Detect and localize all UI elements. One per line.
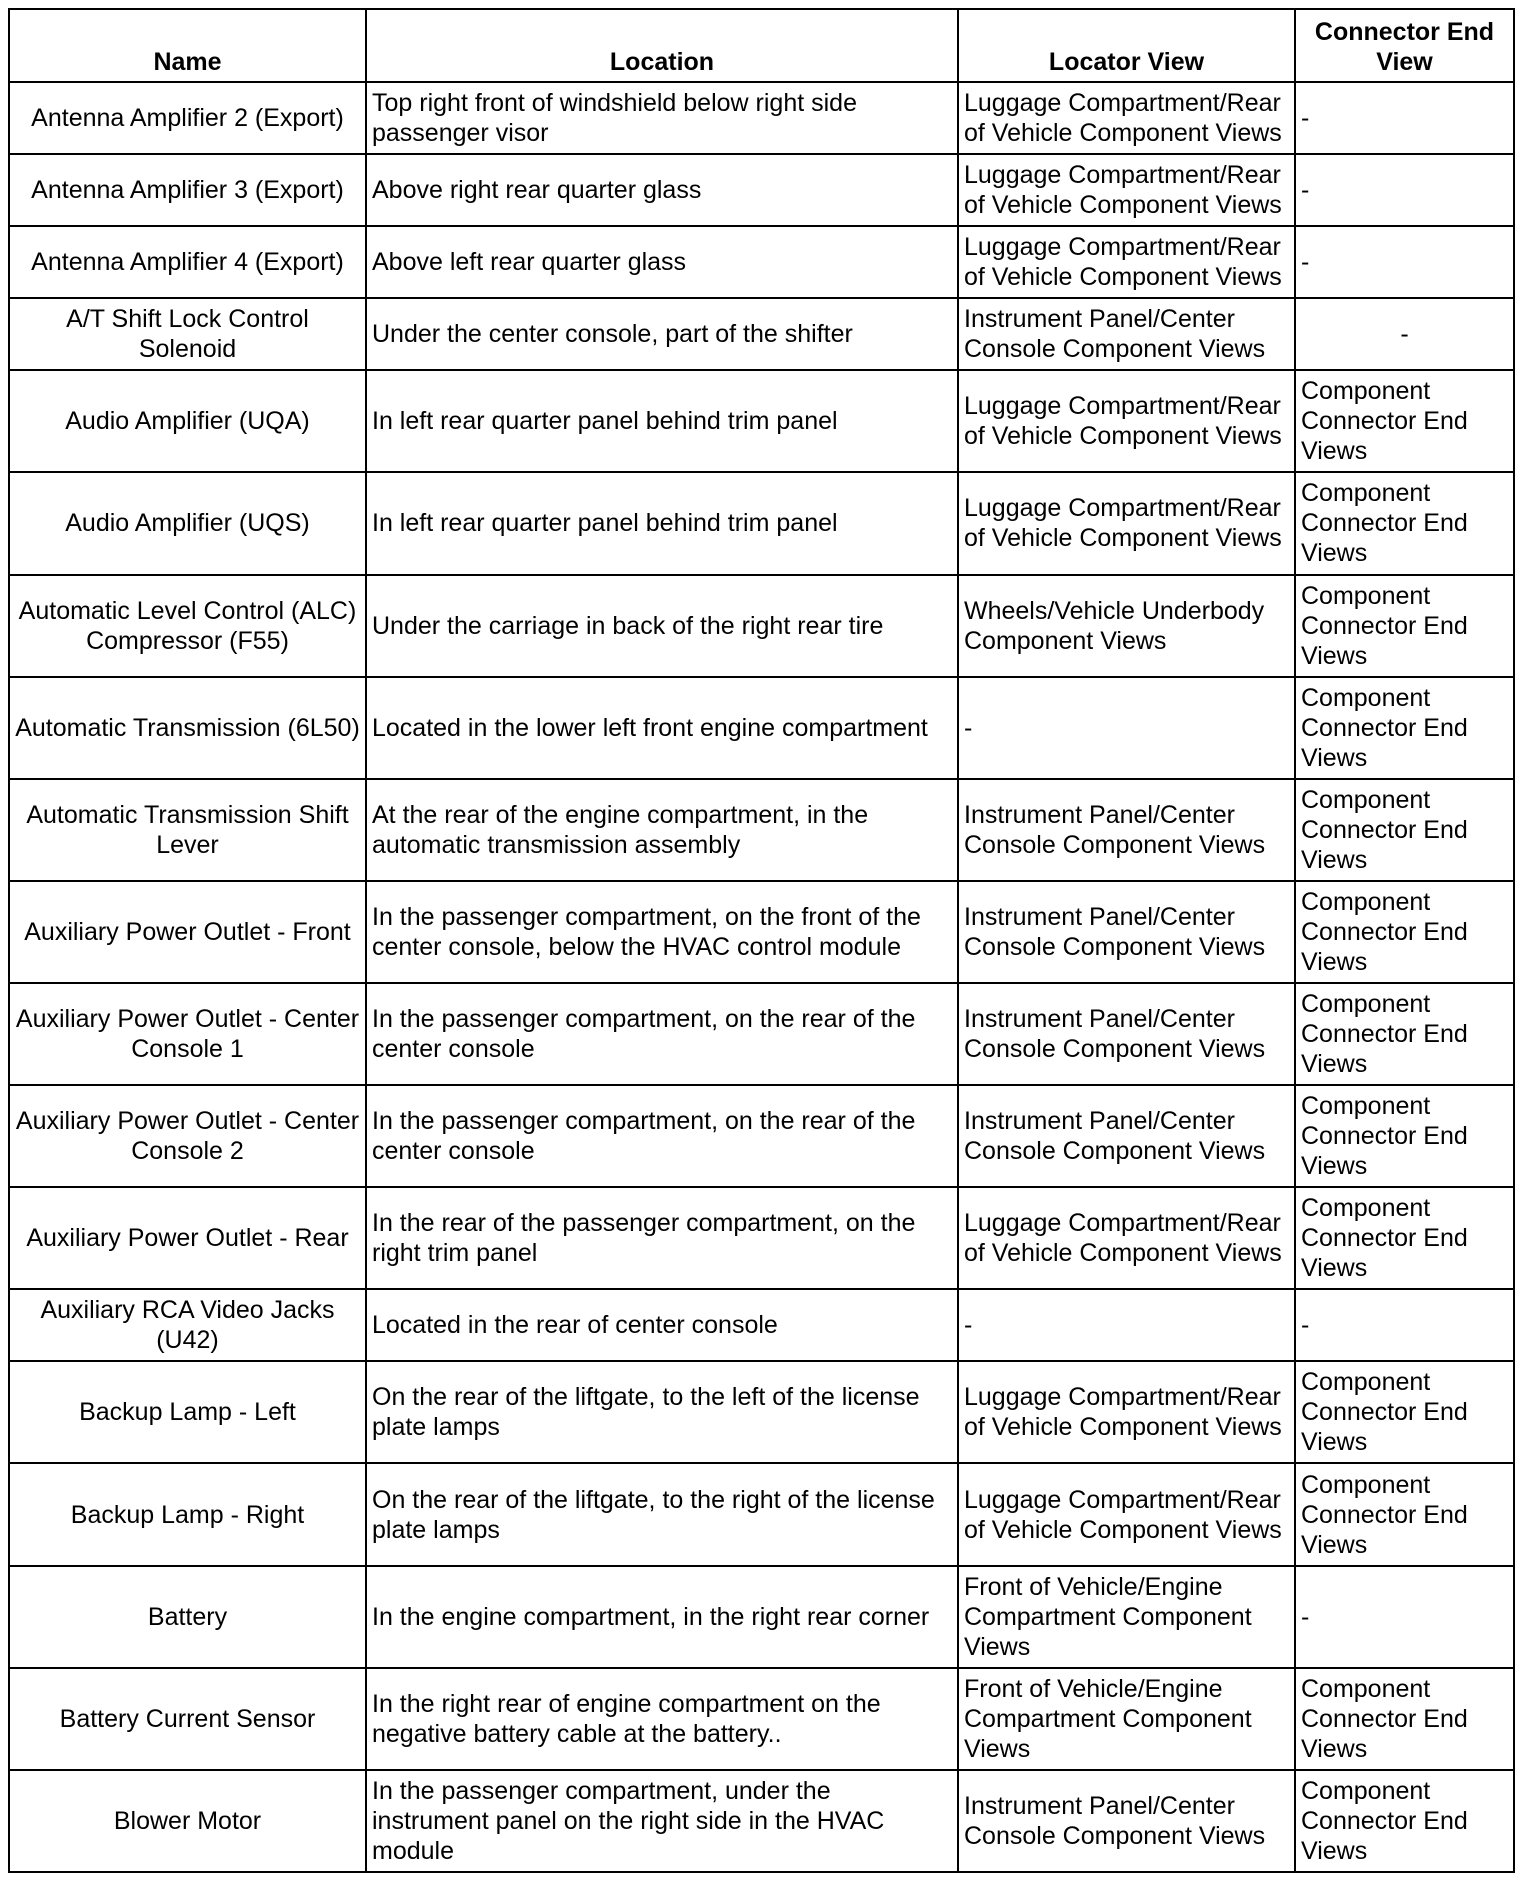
cell-locator-view: Luggage Compartment/Rear of Vehicle Component Views [958, 1187, 1295, 1289]
cell-name: Backup Lamp - Left [9, 1361, 366, 1463]
cell-name: Auxiliary Power Outlet - Front [9, 881, 366, 983]
cell-connector-end-view: - [1295, 154, 1514, 226]
cell-locator-view: Instrument Panel/Center Console Component Views [958, 298, 1295, 370]
cell-location: Top right front of windshield below right side passenger visor [366, 82, 958, 154]
cell-locator-view: Instrument Panel/Center Console Component Views [958, 779, 1295, 881]
header-connector-end-view: Connector End View [1295, 9, 1514, 82]
cell-locator-view: Instrument Panel/Center Console Component Views [958, 881, 1295, 983]
header-row [9, 9, 1514, 82]
cell-name: Auxiliary Power Outlet - Center Console 2 [9, 1085, 366, 1187]
cell-location: Under the center console, part of the shifter [366, 298, 958, 370]
table-row [9, 154, 1514, 226]
table-row [9, 1566, 1514, 1668]
cell-name: A/T Shift Lock Control Solenoid [9, 298, 366, 370]
component-locator-table [8, 8, 1515, 1873]
cell-locator-view: - [958, 1289, 1295, 1361]
cell-name: Battery [9, 1566, 366, 1668]
table-row [9, 1463, 1514, 1565]
cell-name: Auxiliary RCA Video Jacks (U42) [9, 1289, 366, 1361]
cell-location: Above left rear quarter glass [366, 226, 958, 298]
cell-connector-end-view: Component Connector End Views [1295, 472, 1514, 574]
cell-location: In the passenger compartment, on the rear of the center console [366, 983, 958, 1085]
cell-connector-end-view: Component Connector End Views [1295, 779, 1514, 881]
table-row [9, 82, 1514, 154]
table-row [9, 1770, 1514, 1872]
cell-name: Backup Lamp - Right [9, 1463, 366, 1565]
cell-locator-view: Instrument Panel/Center Console Component Views [958, 1770, 1295, 1872]
cell-location: On the rear of the liftgate, to the right of the license plate lamps [366, 1463, 958, 1565]
table-row [9, 779, 1514, 881]
cell-location: In the passenger compartment, on the rear of the center console [366, 1085, 958, 1187]
cell-name: Blower Motor [9, 1770, 366, 1872]
cell-connector-end-view: Component Connector End Views [1295, 370, 1514, 472]
cell-name: Antenna Amplifier 2 (Export) [9, 82, 366, 154]
cell-name: Auxiliary Power Outlet - Rear [9, 1187, 366, 1289]
cell-name: Audio Amplifier (UQS) [9, 472, 366, 574]
table-row [9, 1187, 1514, 1289]
cell-locator-view: Luggage Compartment/Rear of Vehicle Component Views [958, 1361, 1295, 1463]
cell-name: Automatic Transmission Shift Lever [9, 779, 366, 881]
cell-location: Under the carriage in back of the right rear tire [366, 575, 958, 677]
cell-name: Automatic Transmission (6L50) [9, 677, 366, 779]
cell-locator-view: Wheels/Vehicle Underbody Component Views [958, 575, 1295, 677]
cell-connector-end-view: - [1295, 226, 1514, 298]
cell-locator-view: Instrument Panel/Center Console Component Views [958, 983, 1295, 1085]
table-row [9, 1085, 1514, 1187]
cell-name: Antenna Amplifier 3 (Export) [9, 154, 366, 226]
cell-locator-view: - [958, 677, 1295, 779]
cell-connector-end-view: - [1295, 1289, 1514, 1361]
cell-locator-view: Instrument Panel/Center Console Component Views [958, 1085, 1295, 1187]
table-row [9, 1668, 1514, 1770]
cell-name: Auxiliary Power Outlet - Center Console 1 [9, 983, 366, 1085]
table-row [9, 472, 1514, 574]
cell-connector-end-view: Component Connector End Views [1295, 1361, 1514, 1463]
table-row [9, 1289, 1514, 1361]
table-row [9, 226, 1514, 298]
cell-connector-end-view: Component Connector End Views [1295, 983, 1514, 1085]
cell-connector-end-view: Component Connector End Views [1295, 575, 1514, 677]
cell-locator-view: Luggage Compartment/Rear of Vehicle Component Views [958, 226, 1295, 298]
cell-locator-view: Front of Vehicle/Engine Compartment Component Views [958, 1668, 1295, 1770]
cell-location: Located in the lower left front engine compartment [366, 677, 958, 779]
table-row [9, 370, 1514, 472]
table-row [9, 983, 1514, 1085]
cell-location: In left rear quarter panel behind trim panel [366, 472, 958, 574]
cell-location: In the right rear of engine compartment on the negative battery cable at the battery.. [366, 1668, 958, 1770]
cell-connector-end-view: Component Connector End Views [1295, 881, 1514, 983]
cell-location: In the passenger compartment, under the instrument panel on the right side in the HVAC module [366, 1770, 958, 1872]
cell-location: In left rear quarter panel behind trim panel [366, 370, 958, 472]
cell-name: Automatic Level Control (ALC) Compressor (F55) [9, 575, 366, 677]
cell-connector-end-view: Component Connector End Views [1295, 677, 1514, 779]
table-row [9, 1361, 1514, 1463]
cell-location: At the rear of the engine compartment, in the automatic transmission assembly [366, 779, 958, 881]
cell-connector-end-view: - [1295, 82, 1514, 154]
cell-locator-view: Front of Vehicle/Engine Compartment Component Views [958, 1566, 1295, 1668]
cell-connector-end-view: - [1295, 1566, 1514, 1668]
cell-locator-view: Luggage Compartment/Rear of Vehicle Component Views [958, 154, 1295, 226]
cell-name: Audio Amplifier (UQA) [9, 370, 366, 472]
cell-location: Above right rear quarter glass [366, 154, 958, 226]
cell-locator-view: Luggage Compartment/Rear of Vehicle Component Views [958, 1463, 1295, 1565]
cell-location: In the engine compartment, in the right rear corner [366, 1566, 958, 1668]
cell-locator-view: Luggage Compartment/Rear of Vehicle Component Views [958, 472, 1295, 574]
cell-connector-end-view: - [1295, 298, 1514, 370]
table-row [9, 881, 1514, 983]
cell-name: Battery Current Sensor [9, 1668, 366, 1770]
table-row [9, 575, 1514, 677]
cell-connector-end-view: Component Connector End Views [1295, 1668, 1514, 1770]
table-body [9, 82, 1514, 1872]
cell-connector-end-view: Component Connector End Views [1295, 1085, 1514, 1187]
cell-connector-end-view: Component Connector End Views [1295, 1770, 1514, 1872]
cell-location: On the rear of the liftgate, to the left of the license plate lamps [366, 1361, 958, 1463]
header-name: Name [9, 9, 366, 82]
cell-connector-end-view: Component Connector End Views [1295, 1187, 1514, 1289]
table-row [9, 298, 1514, 370]
cell-name: Antenna Amplifier 4 (Export) [9, 226, 366, 298]
cell-location: Located in the rear of center console [366, 1289, 958, 1361]
cell-locator-view: Luggage Compartment/Rear of Vehicle Component Views [958, 82, 1295, 154]
cell-location: In the rear of the passenger compartment, on the right trim panel [366, 1187, 958, 1289]
header-locator-view: Locator View [958, 9, 1295, 82]
cell-location: In the passenger compartment, on the front of the center console, below the HVAC control module [366, 881, 958, 983]
cell-connector-end-view: Component Connector End Views [1295, 1463, 1514, 1565]
table-row [9, 677, 1514, 779]
cell-locator-view: Luggage Compartment/Rear of Vehicle Component Views [958, 370, 1295, 472]
header-location: Location [366, 9, 958, 82]
